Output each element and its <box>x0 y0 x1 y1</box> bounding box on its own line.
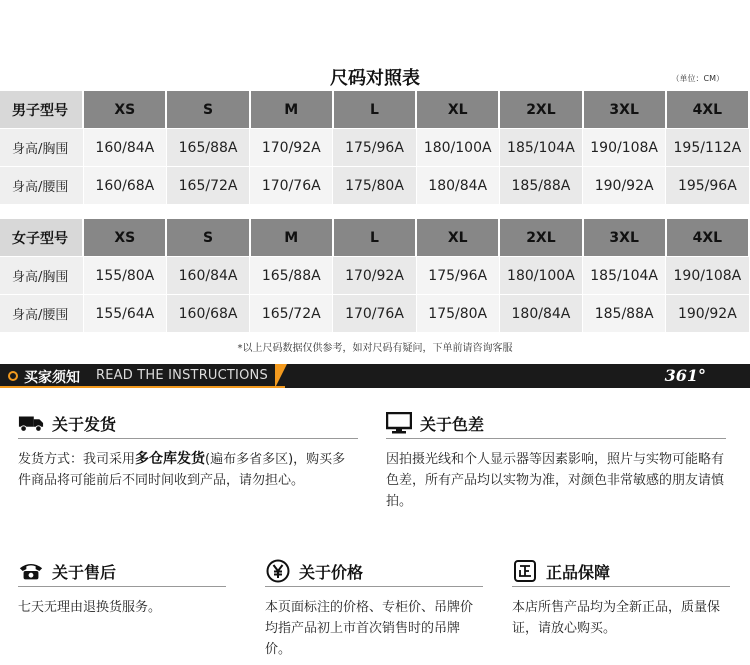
row-label: 身高/胸围 <box>0 129 83 167</box>
table-cell: 180/100A <box>499 257 582 295</box>
table-row <box>0 295 749 333</box>
table-cell: 190/108A <box>583 129 666 167</box>
table-cell: 165/72A <box>166 167 249 205</box>
header-cell: S <box>166 219 249 257</box>
notice-body <box>18 449 358 491</box>
table-cell: 160/68A <box>83 167 166 205</box>
circle-bullet-icon <box>8 371 18 381</box>
table-cell: 175/80A <box>333 167 416 205</box>
table-cell: 170/92A <box>333 257 416 295</box>
table-cell: 155/80A <box>83 257 166 295</box>
header-cell: XL <box>416 219 499 257</box>
telephone-icon <box>18 560 44 582</box>
notice-highlight: 多仓库发货 <box>135 451 206 467</box>
table-cell: 195/112A <box>666 129 749 167</box>
table-row <box>0 167 749 205</box>
banner-title: 买家须知 <box>24 370 80 386</box>
header-cell: L <box>333 91 416 129</box>
table-cell: 180/84A <box>416 167 499 205</box>
table-cell: 155/64A <box>83 295 166 333</box>
table-cell: 195/96A <box>666 167 749 205</box>
women-table-header <box>0 219 749 257</box>
notice-header <box>512 558 730 587</box>
notice-body: 七天无理由退换货服务。 <box>18 600 162 615</box>
header-cell: S <box>166 91 249 129</box>
header-cell: 2XL <box>499 91 582 129</box>
header-cell: 4XL <box>666 219 749 257</box>
banner-accent-line <box>0 386 285 388</box>
header-cell: L <box>333 219 416 257</box>
banner-accent-shape <box>275 364 287 388</box>
notice-title: 关于发货 <box>52 414 117 434</box>
notice-title: 正品保障 <box>546 562 611 582</box>
table-cell: 185/104A <box>499 129 582 167</box>
table-cell: 180/84A <box>499 295 582 333</box>
table-cell: 160/84A <box>83 129 166 167</box>
header-cell: 女子型号 <box>0 219 83 257</box>
header-cell: 2XL <box>499 219 582 257</box>
table-cell: 170/76A <box>333 295 416 333</box>
table-cell: 175/96A <box>416 257 499 295</box>
size-note: *以上尺码数据仅供参考，如对尺码有疑问，下单前请咨询客服 <box>237 343 513 354</box>
table-cell: 170/92A <box>250 129 333 167</box>
notice-title: 关于价格 <box>299 562 364 582</box>
notice-body: 因拍摄光线和个人显示器等因素影响，照片与实物可能略有色差，所有产品均以实物为准，对颜色非常敏感的朋友请慎拍。 <box>386 452 725 509</box>
table-row <box>0 257 749 295</box>
table-cell: 190/92A <box>583 167 666 205</box>
women-size-table <box>0 219 750 332</box>
instructions-banner <box>0 364 750 388</box>
notice-title: 关于色差 <box>420 414 485 434</box>
header-cell: 3XL <box>583 219 666 257</box>
table-cell: 165/88A <box>250 257 333 295</box>
row-label: 身高/腰围 <box>0 167 83 205</box>
men-size-table <box>0 91 750 204</box>
header-cell: 3XL <box>583 91 666 129</box>
table-cell: 170/76A <box>250 167 333 205</box>
monitor-icon <box>386 412 412 434</box>
truck-icon <box>18 412 44 434</box>
genuine-notice <box>512 558 730 639</box>
table-cell: 175/80A <box>416 295 499 333</box>
shipping-notice <box>18 410 358 491</box>
table-cell: 165/72A <box>250 295 333 333</box>
table-cell: 190/108A <box>666 257 749 295</box>
table-cell: 175/96A <box>333 129 416 167</box>
row-label: 身高/胸围 <box>0 257 83 295</box>
notice-body: 本页面标注的价格、专柜价、吊牌价均指产品初上市首次销售时的吊牌价。 <box>265 600 474 657</box>
genuine-badge-icon <box>512 560 538 582</box>
notice-header <box>18 410 358 439</box>
header-cell: XL <box>416 91 499 129</box>
brand-logo: 361° <box>664 366 706 385</box>
table-cell: 185/88A <box>583 295 666 333</box>
table-cell: 160/84A <box>166 257 249 295</box>
price-notice <box>265 558 483 660</box>
table-cell: 190/92A <box>666 295 749 333</box>
color-notice <box>386 410 726 512</box>
table-cell: 185/104A <box>583 257 666 295</box>
size-chart-title: 尺码对照表 <box>330 68 420 89</box>
header-cell: XS <box>83 219 166 257</box>
table-row <box>0 129 749 167</box>
notice-header <box>386 410 726 439</box>
table-cell: 185/88A <box>499 167 582 205</box>
header-cell: M <box>250 219 333 257</box>
banner-subtitle: READ THE INSTRUCTIONS <box>96 368 268 383</box>
notice-title: 关于售后 <box>52 562 117 582</box>
notice-body: 本店所售产品均为全新正品，质量保证，请放心购买。 <box>512 600 721 636</box>
header-cell: 男子型号 <box>0 91 83 129</box>
table-cell: 180/100A <box>416 129 499 167</box>
table-cell: 160/68A <box>166 295 249 333</box>
notice-text: (遍布多省多区)，购买多件商品将可能前后不同时间收到产品，请勿担心。 <box>18 452 346 488</box>
yen-icon <box>265 560 291 582</box>
after-sale-notice <box>18 558 226 618</box>
table-cell: 165/88A <box>166 129 249 167</box>
men-table-header <box>0 91 749 129</box>
unit-label: （单位：CM） <box>671 74 724 83</box>
header-cell: 4XL <box>666 91 749 129</box>
row-label: 身高/腰围 <box>0 295 83 333</box>
header-cell: XS <box>83 91 166 129</box>
header-cell: M <box>250 91 333 129</box>
notice-header <box>18 558 226 587</box>
notice-text: 发货方式：我司采用 <box>18 452 136 467</box>
notice-header <box>265 558 483 587</box>
